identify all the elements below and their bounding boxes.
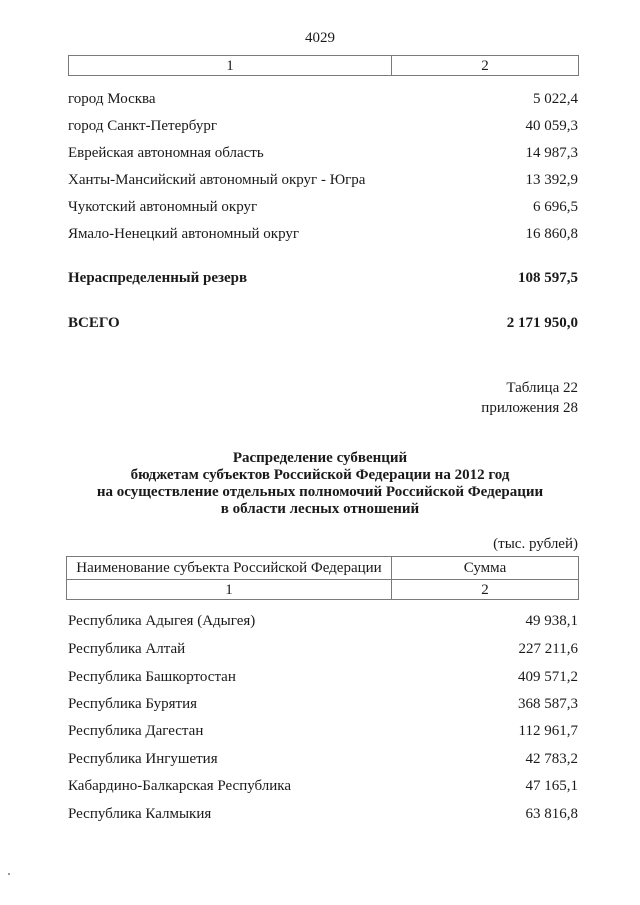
scan-artifact bbox=[8, 873, 10, 875]
units-label: (тыс. рублей) bbox=[493, 536, 578, 552]
column-number-2: 2 bbox=[392, 580, 579, 600]
region-value: 40 059,3 bbox=[525, 118, 578, 134]
region-name: Чукотский автономный округ bbox=[68, 199, 258, 215]
region-value: 13 392,9 bbox=[525, 172, 578, 188]
region-name: Республика Дагестан bbox=[68, 723, 204, 739]
column-number-1: 1 bbox=[69, 56, 392, 76]
region-name: Кабардино-Балкарская Республика bbox=[68, 778, 292, 794]
table-row bbox=[68, 144, 578, 162]
column-number-1: 1 bbox=[67, 580, 392, 600]
region-value: 14 987,3 bbox=[525, 145, 578, 161]
table-reference bbox=[481, 378, 578, 418]
table-row bbox=[68, 612, 578, 630]
header-sum: Сумма bbox=[392, 557, 579, 580]
table-row bbox=[68, 225, 578, 243]
region-value: 47 165,1 bbox=[525, 778, 578, 794]
table-row bbox=[68, 668, 578, 686]
region-name: Ханты-Мансийский автономный округ - Югра bbox=[68, 172, 366, 188]
region-name: Еврейская автономная область bbox=[68, 145, 264, 161]
table-row bbox=[68, 640, 578, 658]
region-value: 227 211,6 bbox=[518, 641, 578, 657]
table-number: Таблица 22 bbox=[506, 380, 578, 396]
region-value: 5 022,4 bbox=[533, 91, 578, 107]
appendix-number: приложения 28 bbox=[481, 400, 578, 416]
page-number: 4029 bbox=[305, 30, 335, 46]
header-region-name: Наименование субъекта Российской Федерации bbox=[67, 557, 392, 580]
region-value: 368 587,3 bbox=[518, 696, 578, 712]
table-title bbox=[0, 450, 640, 518]
table-row bbox=[68, 805, 578, 823]
region-value: 112 961,7 bbox=[518, 723, 578, 739]
reserve-label: Нераспределенный резерв bbox=[68, 270, 248, 286]
title-line: Распределение субвенций bbox=[232, 450, 408, 466]
table-row bbox=[68, 695, 578, 713]
region-value: 6 696,5 bbox=[533, 199, 578, 215]
region-value: 16 860,8 bbox=[525, 226, 578, 242]
table-row bbox=[68, 171, 578, 189]
table-row bbox=[68, 198, 578, 216]
region-name: Ямало-Ненецкий автономный округ bbox=[68, 226, 300, 242]
region-name: Республика Бурятия bbox=[68, 696, 198, 712]
region-name: Республика Ингушетия bbox=[68, 751, 218, 767]
reserve-value: 108 597,5 bbox=[518, 270, 578, 286]
table-row bbox=[68, 777, 578, 795]
title-line: на осуществление отдельных полномочий Российской Федерации bbox=[96, 484, 544, 500]
region-value: 409 571,2 bbox=[518, 669, 578, 685]
region-name: Республика Адыгея (Адыгея) bbox=[68, 613, 256, 629]
table-row bbox=[68, 750, 578, 768]
region-name: Республика Калмыкия bbox=[68, 806, 212, 822]
total-value: 2 171 950,0 bbox=[506, 315, 578, 331]
new-table-header bbox=[66, 556, 579, 600]
total-label: ВСЕГО bbox=[68, 315, 120, 331]
region-name: Республика Башкортостан bbox=[68, 669, 236, 685]
title-line: бюджетам субъектов Российской Федерации на 2012 год bbox=[130, 467, 510, 483]
table-row bbox=[68, 117, 578, 135]
continued-table-header bbox=[68, 55, 579, 76]
total-row bbox=[68, 314, 578, 332]
region-value: 42 783,2 bbox=[525, 751, 578, 767]
table-row bbox=[68, 722, 578, 740]
region-name: город Санкт-Петербург bbox=[68, 118, 217, 134]
title-line: в области лесных отношений bbox=[220, 501, 420, 517]
region-value: 63 816,8 bbox=[525, 806, 578, 822]
region-value: 49 938,1 bbox=[525, 613, 578, 629]
column-number-2: 2 bbox=[392, 56, 579, 76]
table-row bbox=[68, 90, 578, 108]
region-name: город Москва bbox=[68, 91, 156, 107]
region-name: Республика Алтай bbox=[68, 641, 186, 657]
reserve-row bbox=[68, 269, 578, 287]
